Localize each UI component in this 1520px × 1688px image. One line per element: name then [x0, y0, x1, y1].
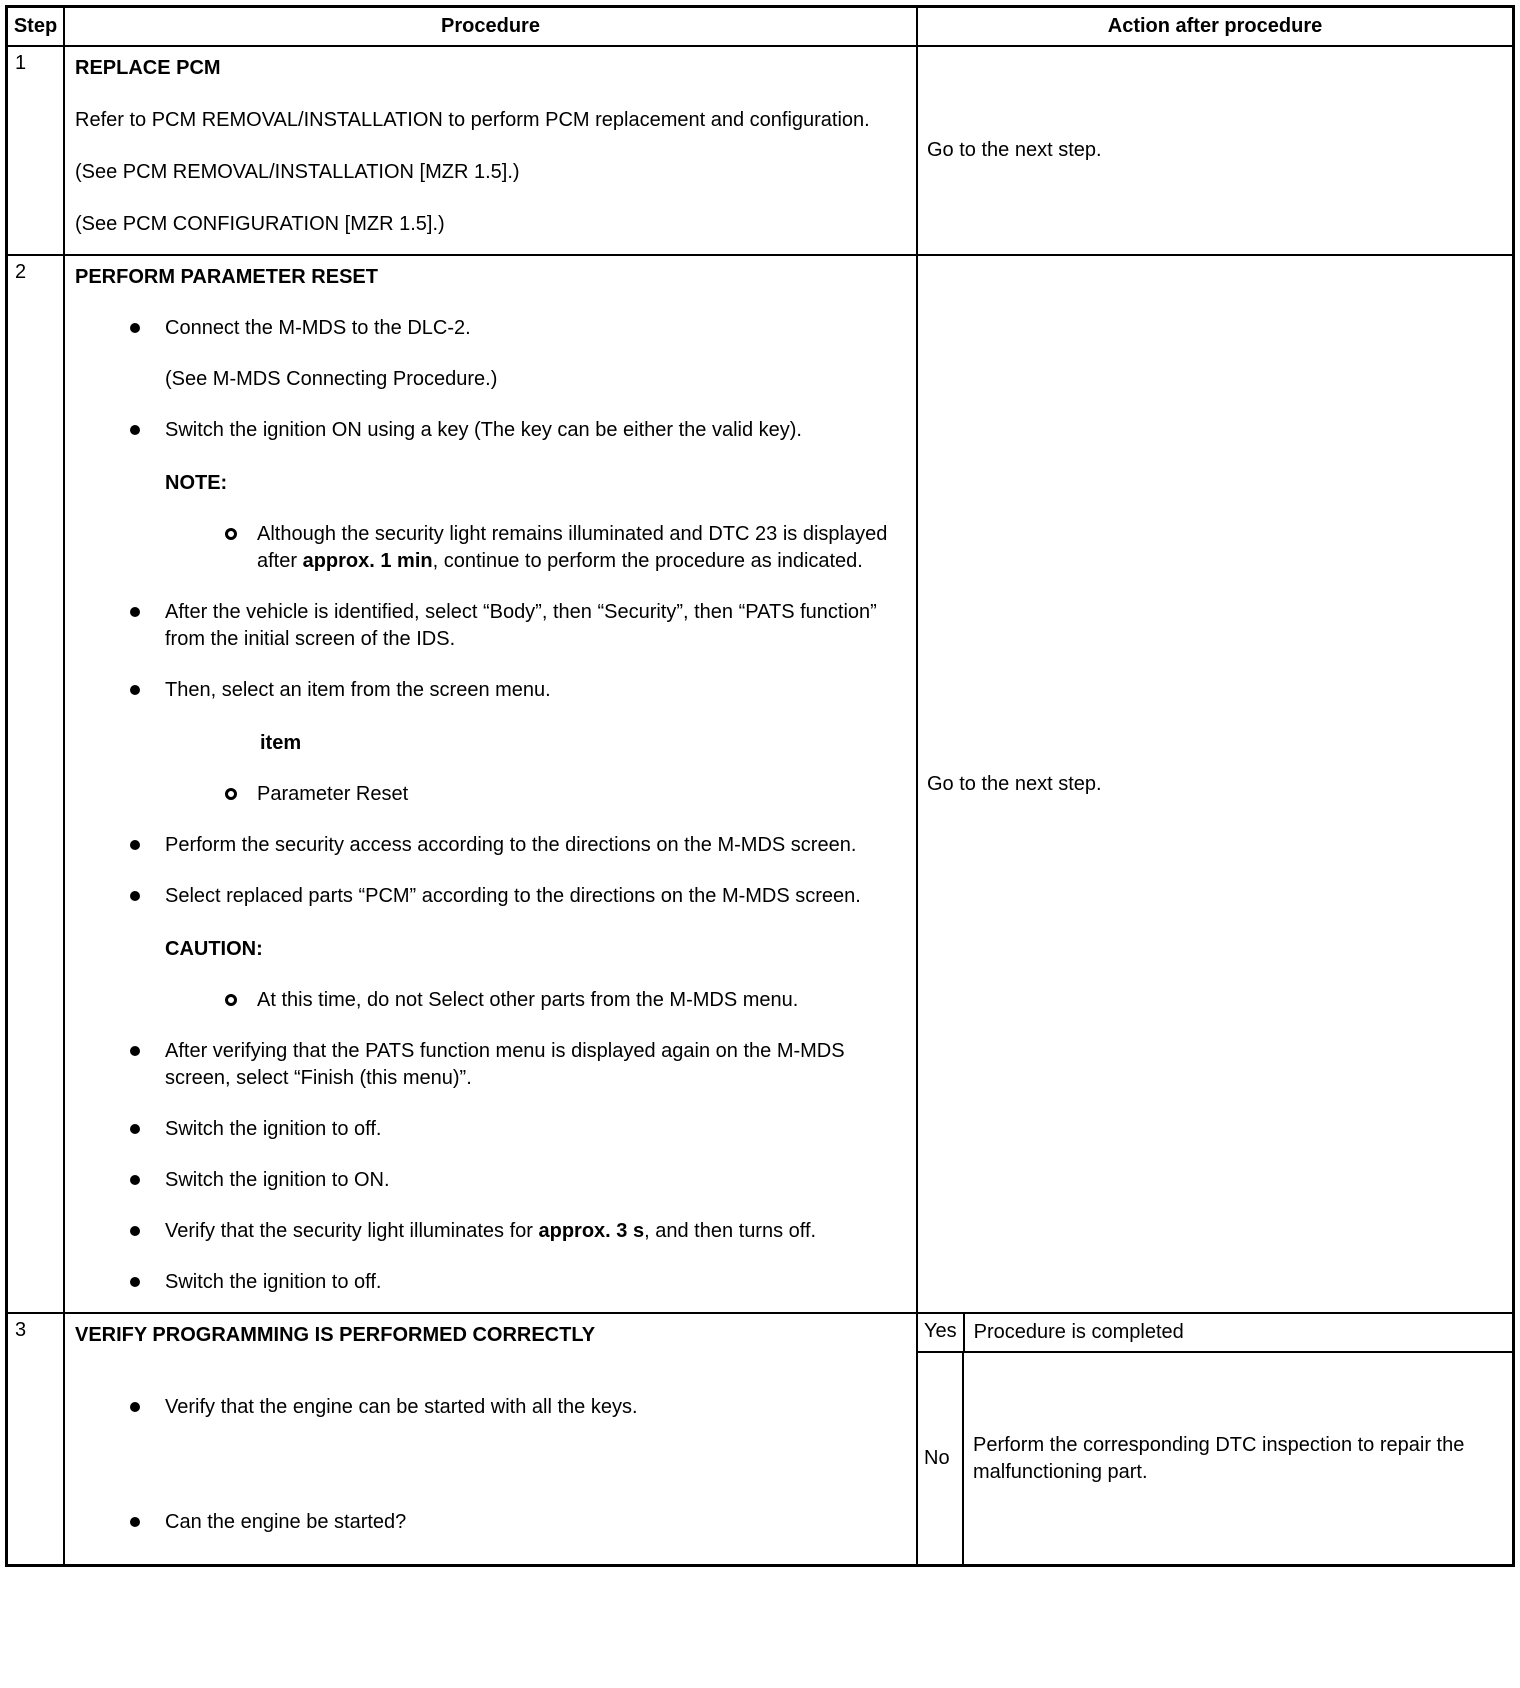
sub-bullet-item — [225, 987, 902, 1014]
bullet-icon — [130, 1402, 140, 1412]
bullet-icon — [130, 891, 140, 901]
bullet-icon — [130, 1046, 140, 1056]
bullet-text: After the vehicle is identified, select “Body”, then “Security”, then “PATS function” from the initial screen of the IDS. — [165, 601, 877, 650]
procedure-cell — [65, 256, 918, 1314]
text-segment: Although the security light remains illuminated and DTC 23 is displayed after — [257, 523, 888, 572]
text-segment-bold: approx. 1 min — [302, 550, 433, 572]
header-procedure: Procedure — [65, 8, 918, 47]
bullet-text: Switch the ignition ON using a key (The key can be either the valid key). — [165, 419, 802, 441]
bullet-text: Can the engine be started? — [165, 1511, 407, 1533]
step-number: 2 — [8, 256, 65, 1314]
bullet-item — [130, 677, 902, 704]
bullet-icon — [130, 1124, 140, 1134]
text-segment: , continue to perform the procedure as indicated. — [432, 550, 863, 572]
bullet-item — [130, 417, 902, 444]
circle-bullet-icon — [225, 788, 237, 800]
procedure-paragraph: Refer to PCM REMOVAL/INSTALLATION to perform PCM replacement and configuration. — [75, 109, 870, 131]
bullet-icon — [130, 1226, 140, 1236]
bullet-item — [130, 1394, 902, 1421]
action-cell — [918, 256, 1512, 1314]
procedure-paragraph: (See PCM REMOVAL/INSTALLATION [MZR 1.5].) — [75, 161, 520, 183]
text-segment: , and then turns off. — [644, 1220, 817, 1242]
bullet-text: Then, select an item from the screen menu. — [165, 679, 551, 701]
item-label: item — [260, 732, 302, 754]
caution-label: CAUTION: — [165, 938, 263, 960]
bullet-text — [165, 1218, 902, 1245]
action-text: Go to the next step. — [927, 139, 1102, 161]
bullet-text: Verify that the engine can be started with all the keys. — [165, 1396, 638, 1418]
yes-row — [918, 1314, 1512, 1353]
sub-bullet-item — [225, 781, 902, 808]
sub-bullet-text — [257, 521, 902, 575]
bullet-item — [130, 883, 902, 910]
text-segment: Verify that the security light illuminates for — [165, 1220, 539, 1242]
bullet-text: After verifying that the PATS function menu is displayed again on the M-MDS screen, select “Finish (this menu)”. — [165, 1040, 845, 1089]
procedure-title: VERIFY PROGRAMMING IS PERFORMED CORRECTLY — [75, 1324, 596, 1346]
procedure-cell — [65, 47, 918, 256]
step-number: 1 — [8, 47, 65, 256]
bullet-text: Select replaced parts “PCM” according to the directions on the M-MDS screen. — [165, 885, 861, 907]
bullet-icon — [130, 323, 140, 333]
header-action: Action after procedure — [918, 8, 1512, 47]
no-label: No — [918, 1353, 964, 1564]
procedure-cell — [65, 1314, 918, 1564]
sub-bullet-text: At this time, do not Select other parts from the M-MDS menu. — [257, 989, 799, 1011]
sub-paragraph: (See M-MDS Connecting Procedure.) — [165, 368, 498, 390]
sub-bullet-text: Parameter Reset — [257, 783, 409, 805]
procedure-paragraph: (See PCM CONFIGURATION [MZR 1.5].) — [75, 213, 445, 235]
bullet-icon — [130, 840, 140, 850]
circle-bullet-icon — [225, 528, 237, 540]
bullet-item — [130, 832, 902, 859]
bullet-item — [130, 1269, 902, 1296]
bullet-item — [130, 1116, 902, 1143]
bullet-item — [130, 315, 902, 342]
action-cell — [918, 1314, 1512, 1564]
bullet-item — [130, 1038, 902, 1092]
bullet-text: Switch the ignition to off. — [165, 1271, 382, 1293]
bullet-text: Perform the security access according to the directions on the M-MDS screen. — [165, 834, 857, 856]
sub-bullet-item — [225, 521, 902, 575]
header-step: Step — [8, 8, 65, 47]
bullet-text: Connect the M-MDS to the DLC-2. — [165, 317, 471, 339]
action-text: Go to the next step. — [927, 772, 1102, 795]
note-label: NOTE: — [165, 472, 228, 494]
no-row — [918, 1353, 1512, 1564]
bullet-icon — [130, 1277, 140, 1287]
no-action: Perform the corresponding DTC inspection to repair the malfunctioning part. — [973, 1433, 1465, 1483]
text-segment-bold: approx. 3 s — [538, 1220, 645, 1242]
step-number: 3 — [8, 1314, 65, 1564]
yes-action: Procedure is completed — [973, 1321, 1184, 1343]
bullet-icon — [130, 1175, 140, 1185]
procedure-title: PERFORM PARAMETER RESET — [75, 266, 378, 288]
bullet-icon — [130, 685, 140, 695]
action-cell — [918, 47, 1512, 256]
bullet-item — [130, 599, 902, 653]
bullet-icon — [130, 1517, 140, 1527]
bullet-item — [130, 1218, 902, 1245]
yes-label: Yes — [918, 1314, 965, 1351]
bullet-text: Switch the ignition to ON. — [165, 1169, 390, 1191]
bullet-icon — [130, 607, 140, 617]
procedure-title: REPLACE PCM — [75, 57, 221, 79]
bullet-item — [130, 1167, 902, 1194]
circle-bullet-icon — [225, 994, 237, 1006]
bullet-text: Switch the ignition to off. — [165, 1118, 382, 1140]
bullet-icon — [130, 425, 140, 435]
procedure-table — [5, 5, 1515, 1567]
bullet-item — [130, 1509, 902, 1536]
